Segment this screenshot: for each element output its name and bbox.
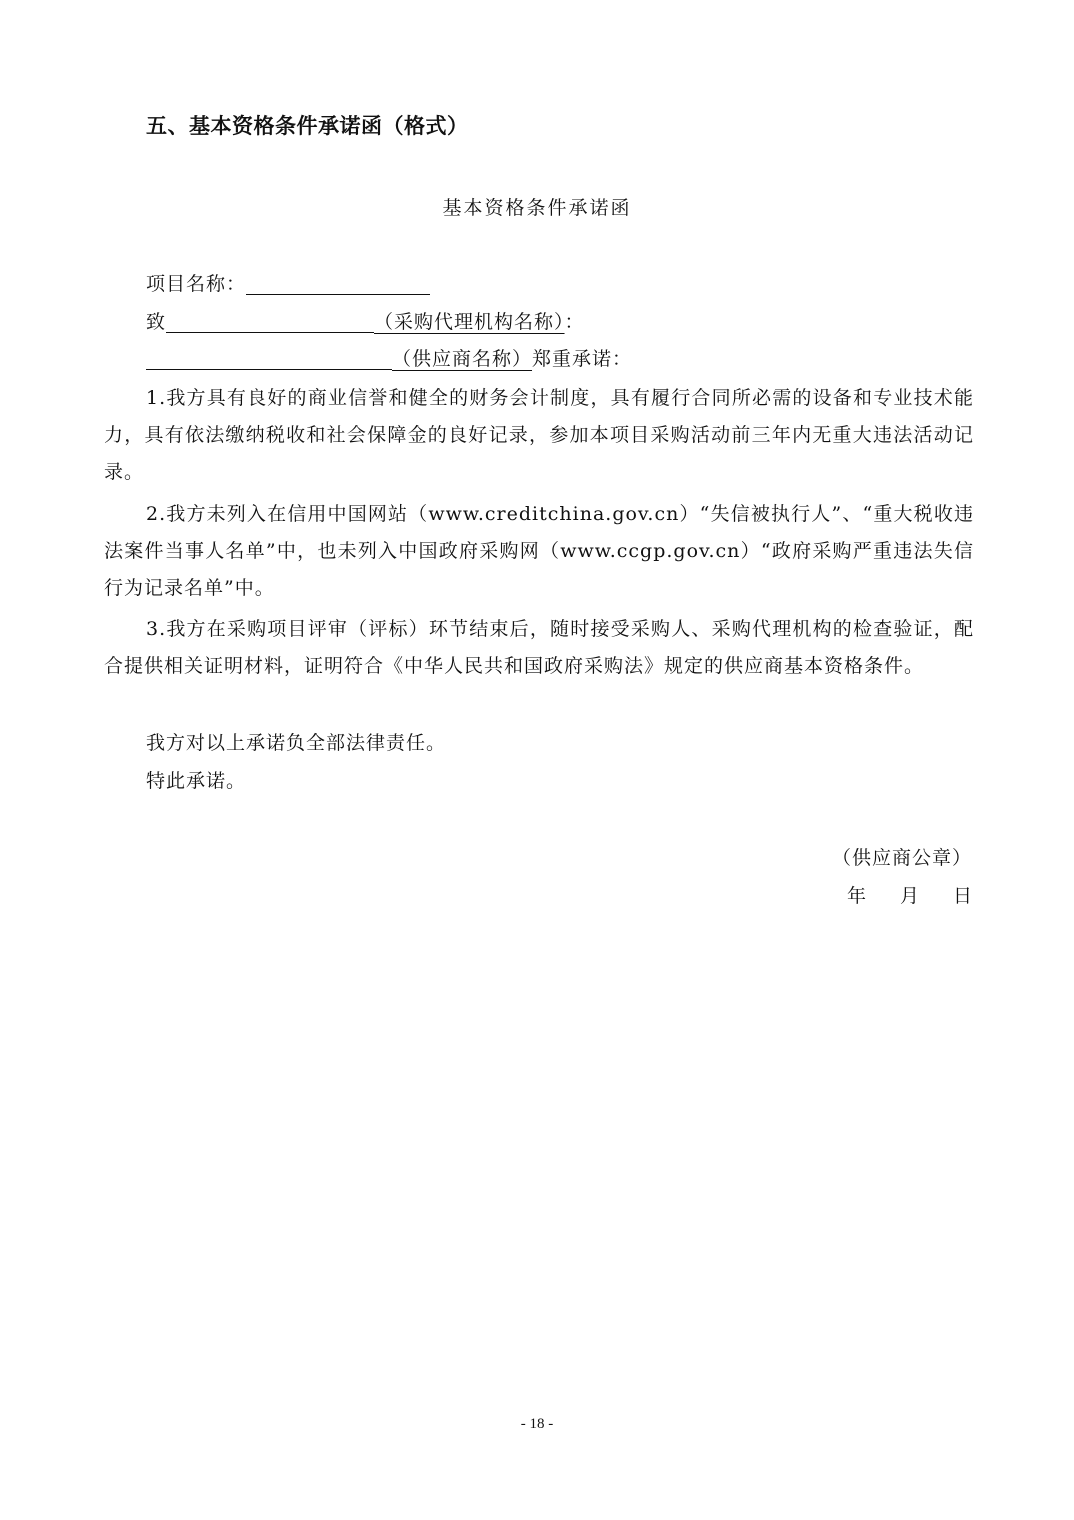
agency-label: （采购代理机构名称） bbox=[374, 311, 565, 333]
commitment-paragraph-2: 2.我方未列入在信用中国网站（www.creditchina.gov.cn）“失信被执行人”、“重大税收违法案件当事人名单”中，也未列入中国政府采购网（www.ccgp.gov.cn）“政府采购严重违法失信行为记录名单”中。 bbox=[104, 503, 974, 599]
letter-title: 基本资格条件承诺函 bbox=[442, 197, 632, 219]
closing-statement-1: 我方对以上承诺负全部法律责任。 bbox=[146, 732, 447, 754]
closing-statement-2: 特此承诺。 bbox=[146, 770, 247, 792]
date-month: 月 bbox=[899, 885, 919, 907]
commitment-paragraph-1: 1.我方具有良好的商业信誉和健全的财务会计制度，具有履行合同所必需的设备和专业技术能力，具有依法缴纳税收和社会保障金的良好记录，参加本项目采购活动前三年内无重大违法活动记录。 bbox=[104, 387, 974, 483]
commitment-paragraph-3: 3.我方在采购项目评审（评标）环节结束后，随时接受采购人、采购代理机构的检查验证，配合提供相关证明材料，证明符合《中华人民共和国政府采购法》规定的供应商基本资格条件。 bbox=[104, 618, 974, 677]
project-name-label: 项目名称： bbox=[146, 273, 247, 295]
section-heading: 五、基本资格条件承诺函（格式） bbox=[146, 113, 469, 138]
to-prefix: 致 bbox=[146, 311, 167, 333]
addressee-line bbox=[146, 304, 585, 340]
page-number: - 18 - bbox=[520, 1416, 554, 1432]
project-name-blank bbox=[246, 270, 430, 295]
agency-suffix: ： bbox=[564, 311, 585, 333]
agency-name-blank bbox=[166, 308, 374, 333]
date-line bbox=[847, 878, 972, 914]
date-day: 日 bbox=[952, 885, 972, 907]
supplier-line bbox=[146, 341, 632, 377]
seal-label: （供应商公章） bbox=[831, 847, 972, 869]
project-name-line bbox=[146, 266, 430, 302]
supplier-name-blank bbox=[146, 345, 392, 370]
supplier-suffix: 郑重承诺： bbox=[532, 348, 633, 370]
date-year: 年 bbox=[846, 885, 866, 907]
supplier-label: （供应商名称） bbox=[392, 348, 533, 370]
